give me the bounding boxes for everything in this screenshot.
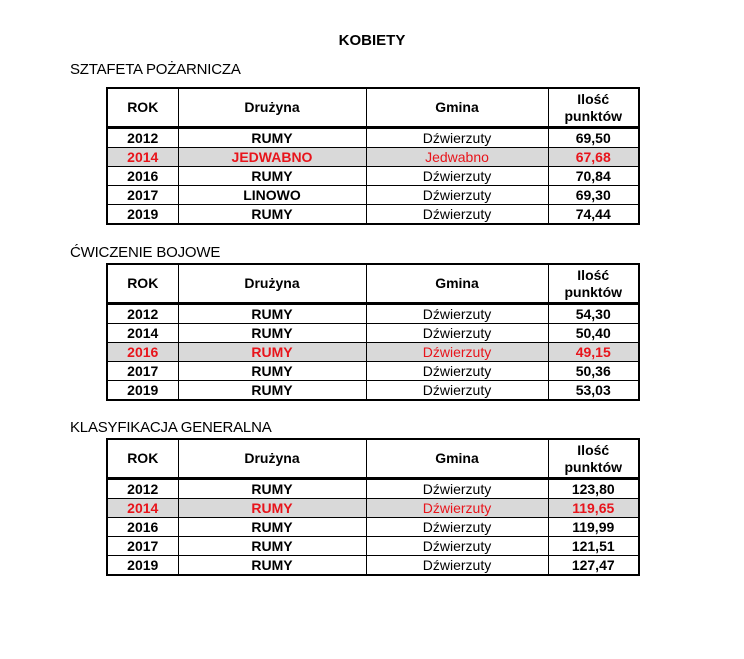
cell-druzyna: RUMY [178, 381, 366, 401]
cell-gmina: Dźwierzuty [366, 205, 548, 225]
cell-rok: 2016 [107, 518, 178, 537]
cell-druzyna: RUMY [178, 362, 366, 381]
cell-punkty: 70,84 [548, 167, 639, 186]
table-row [107, 324, 639, 343]
results-table-sztafeta [106, 87, 640, 225]
table-row [107, 381, 639, 401]
cell-druzyna: RUMY [178, 499, 366, 518]
header-punkty: Ilość punktów [548, 264, 639, 304]
results-table-klasyfikacja [106, 438, 640, 576]
table-row [107, 556, 639, 576]
header-druzyna: Drużyna [178, 439, 366, 479]
table-row [107, 148, 639, 167]
table-header-row [107, 264, 639, 304]
cell-rok: 2019 [107, 381, 178, 401]
cell-gmina: Dźwierzuty [366, 537, 548, 556]
cell-punkty: 119,65 [548, 499, 639, 518]
cell-punkty: 53,03 [548, 381, 639, 401]
cell-rok: 2017 [107, 362, 178, 381]
cell-rok: 2017 [107, 186, 178, 205]
cell-punkty: 54,30 [548, 304, 639, 324]
cell-druzyna: LINOWO [178, 186, 366, 205]
cell-gmina: Dźwierzuty [366, 324, 548, 343]
cell-gmina: Dźwierzuty [366, 343, 548, 362]
cell-rok: 2012 [107, 479, 178, 499]
table-row [107, 537, 639, 556]
header-rok: ROK [107, 439, 178, 479]
header-gmina: Gmina [366, 264, 548, 304]
cell-rok: 2012 [107, 304, 178, 324]
cell-punkty: 69,30 [548, 186, 639, 205]
cell-druzyna: RUMY [178, 167, 366, 186]
section-title-cwiczenie: ĆWICZENIE BOJOWE [70, 244, 221, 261]
table-header-row [107, 439, 639, 479]
cell-punkty: 74,44 [548, 205, 639, 225]
cell-rok: 2014 [107, 324, 178, 343]
cell-gmina: Dźwierzuty [366, 304, 548, 324]
cell-punkty: 127,47 [548, 556, 639, 576]
cell-druzyna: RUMY [178, 343, 366, 362]
header-rok: ROK [107, 264, 178, 304]
cell-rok: 2016 [107, 343, 178, 362]
section-title-sztafeta: SZTAFETA POŻARNICZA [70, 61, 241, 78]
section-title-klasyfikacja: KLASYFIKACJA GENERALNA [70, 419, 272, 436]
cell-druzyna: RUMY [178, 304, 366, 324]
header-gmina: Gmina [366, 88, 548, 128]
cell-punkty: 50,40 [548, 324, 639, 343]
cell-druzyna: RUMY [178, 324, 366, 343]
cell-druzyna: JEDWABNO [178, 148, 366, 167]
cell-druzyna: RUMY [178, 128, 366, 148]
table-row [107, 518, 639, 537]
cell-rok: 2019 [107, 556, 178, 576]
cell-rok: 2019 [107, 205, 178, 225]
cell-druzyna: RUMY [178, 205, 366, 225]
cell-punkty: 49,15 [548, 343, 639, 362]
table-row [107, 128, 639, 148]
cell-punkty: 50,36 [548, 362, 639, 381]
cell-gmina: Dźwierzuty [366, 479, 548, 499]
cell-punkty: 119,99 [548, 518, 639, 537]
cell-druzyna: RUMY [178, 556, 366, 576]
cell-gmina: Dźwierzuty [366, 499, 548, 518]
cell-punkty: 69,50 [548, 128, 639, 148]
table-row [107, 343, 639, 362]
header-gmina: Gmina [366, 439, 548, 479]
cell-gmina: Dźwierzuty [366, 362, 548, 381]
cell-gmina: Dźwierzuty [366, 128, 548, 148]
table-row [107, 186, 639, 205]
table-row [107, 479, 639, 499]
page-title: KOBIETY [338, 32, 406, 49]
cell-druzyna: RUMY [178, 479, 366, 499]
table-row [107, 362, 639, 381]
cell-druzyna: RUMY [178, 537, 366, 556]
results-table-cwiczenie [106, 263, 640, 401]
cell-gmina: Dźwierzuty [366, 167, 548, 186]
cell-gmina: Dźwierzuty [366, 381, 548, 401]
table-row [107, 304, 639, 324]
cell-gmina: Jedwabno [366, 148, 548, 167]
cell-punkty: 67,68 [548, 148, 639, 167]
cell-punkty: 121,51 [548, 537, 639, 556]
header-punkty: Ilość punktów [548, 88, 639, 128]
cell-gmina: Dźwierzuty [366, 518, 548, 537]
table-row [107, 499, 639, 518]
cell-rok: 2016 [107, 167, 178, 186]
table-header-row [107, 88, 639, 128]
header-druzyna: Drużyna [178, 264, 366, 304]
table-row [107, 167, 639, 186]
cell-rok: 2014 [107, 499, 178, 518]
cell-punkty: 123,80 [548, 479, 639, 499]
cell-rok: 2012 [107, 128, 178, 148]
header-rok: ROK [107, 88, 178, 128]
header-punkty: Ilość punktów [548, 439, 639, 479]
table-row [107, 205, 639, 225]
cell-gmina: Dźwierzuty [366, 556, 548, 576]
cell-rok: 2017 [107, 537, 178, 556]
header-druzyna: Drużyna [178, 88, 366, 128]
cell-gmina: Dźwierzuty [366, 186, 548, 205]
cell-druzyna: RUMY [178, 518, 366, 537]
cell-rok: 2014 [107, 148, 178, 167]
